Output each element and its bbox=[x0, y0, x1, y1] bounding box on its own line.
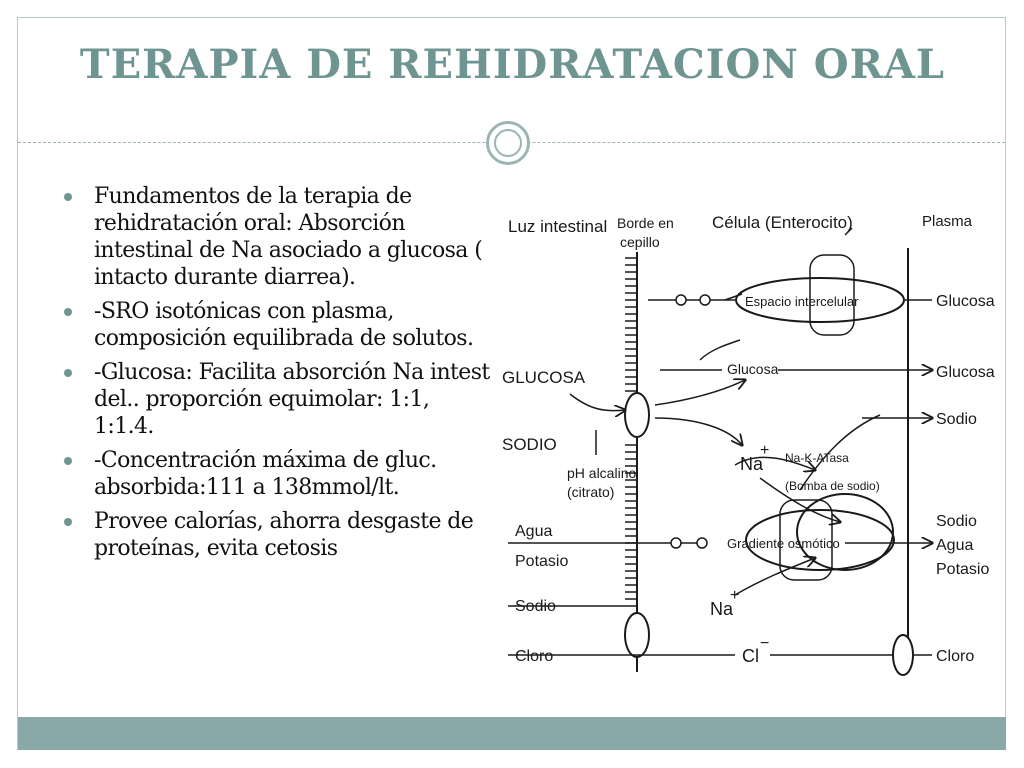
label-cl: Cl bbox=[742, 646, 759, 666]
bullet-text: Fundamentos de la terapia de rehidratación oral: Absorción intestinal de Na asociado a glucosa ( intacto durante diarrea). bbox=[94, 184, 483, 290]
footer-bar bbox=[18, 717, 1006, 750]
sglt-transporter bbox=[625, 393, 649, 437]
bullet-item bbox=[64, 508, 494, 562]
label-plasma: Plasma bbox=[922, 213, 973, 230]
label-left-sodio: SODIO bbox=[502, 435, 557, 454]
label-borde-1: Borde en bbox=[617, 215, 674, 231]
label-left-cloro: Cloro bbox=[515, 648, 554, 665]
label-celula: Célula (Enterocito) bbox=[712, 213, 853, 232]
bullet-text: Provee calorías, ahorra desgaste de proteínas, evita cetosis bbox=[94, 509, 474, 561]
label-right-agua: Agua bbox=[936, 537, 974, 554]
bullet-item bbox=[64, 298, 494, 352]
slide-title: TERAPIA DE REHIDRATACION ORAL bbox=[79, 41, 946, 88]
label-cl-minus: − bbox=[760, 635, 770, 652]
bullet-dot-icon bbox=[64, 457, 72, 465]
label-borde-2: cepillo bbox=[620, 234, 660, 250]
label-left-potasio: Potasio bbox=[515, 553, 569, 570]
label-left-sodio2: Sodio bbox=[515, 598, 556, 615]
bullet-item bbox=[64, 183, 494, 291]
label-atpasa-2: (Bomba de sodio) bbox=[785, 479, 880, 493]
label-na-1-plus: + bbox=[760, 442, 770, 459]
label-atpasa-1: Na-K-ATasa bbox=[785, 451, 849, 465]
bullet-dot-icon bbox=[64, 308, 72, 316]
bullet-item bbox=[64, 447, 494, 501]
bullet-dot-icon bbox=[64, 369, 72, 377]
bullet-text: -Concentración máxima de gluc. absorbida:111 a 138mmol/lt. bbox=[94, 448, 437, 500]
label-right-glucosa-1: Glucosa bbox=[936, 293, 995, 310]
bullet-text: -SRO isotónicas con plasma, composición equilibrada de solutos. bbox=[94, 299, 474, 351]
label-gradiente: Gradiente osmótico bbox=[727, 536, 840, 551]
label-ph-2: (citrato) bbox=[567, 484, 615, 500]
bullet-list bbox=[64, 183, 494, 569]
label-right-sodio-1: Sodio bbox=[936, 411, 977, 428]
label-right-cloro: Cloro bbox=[936, 648, 975, 665]
bullet-item bbox=[64, 359, 494, 440]
label-na-1: Na bbox=[740, 454, 764, 474]
label-espacio-intercelular: Espacio intercelular bbox=[745, 294, 859, 309]
label-right-potasio: Potasio bbox=[936, 561, 990, 578]
label-glucosa-cell: Glucosa bbox=[727, 361, 779, 377]
enterocyte-absorption-diagram bbox=[495, 185, 1000, 690]
osmotic-gradient-oval-2 bbox=[797, 494, 893, 570]
label-na-2: Na bbox=[710, 599, 734, 619]
bullet-dot-icon bbox=[64, 518, 72, 526]
bullet-dot-icon bbox=[64, 193, 72, 201]
label-ph-1: pH alcalino bbox=[567, 465, 637, 481]
chloride-channel bbox=[625, 613, 649, 657]
label-right-sodio-2: Sodio bbox=[936, 513, 977, 530]
bullet-text: -Glucosa: Facilita absorción Na intest del.. proporción equimolar: 1:1, 1:1.4. bbox=[94, 360, 490, 439]
basolateral-channel bbox=[893, 635, 913, 675]
label-left-agua: Agua bbox=[515, 523, 553, 540]
label-luz-intestinal: Luz intestinal bbox=[508, 217, 608, 236]
label-na-2-plus: + bbox=[730, 587, 740, 604]
label-left-glucosa: GLUCOSA bbox=[502, 368, 586, 387]
label-right-glucosa-2: Glucosa bbox=[936, 364, 995, 381]
decorative-ring-inner-icon bbox=[494, 129, 522, 157]
